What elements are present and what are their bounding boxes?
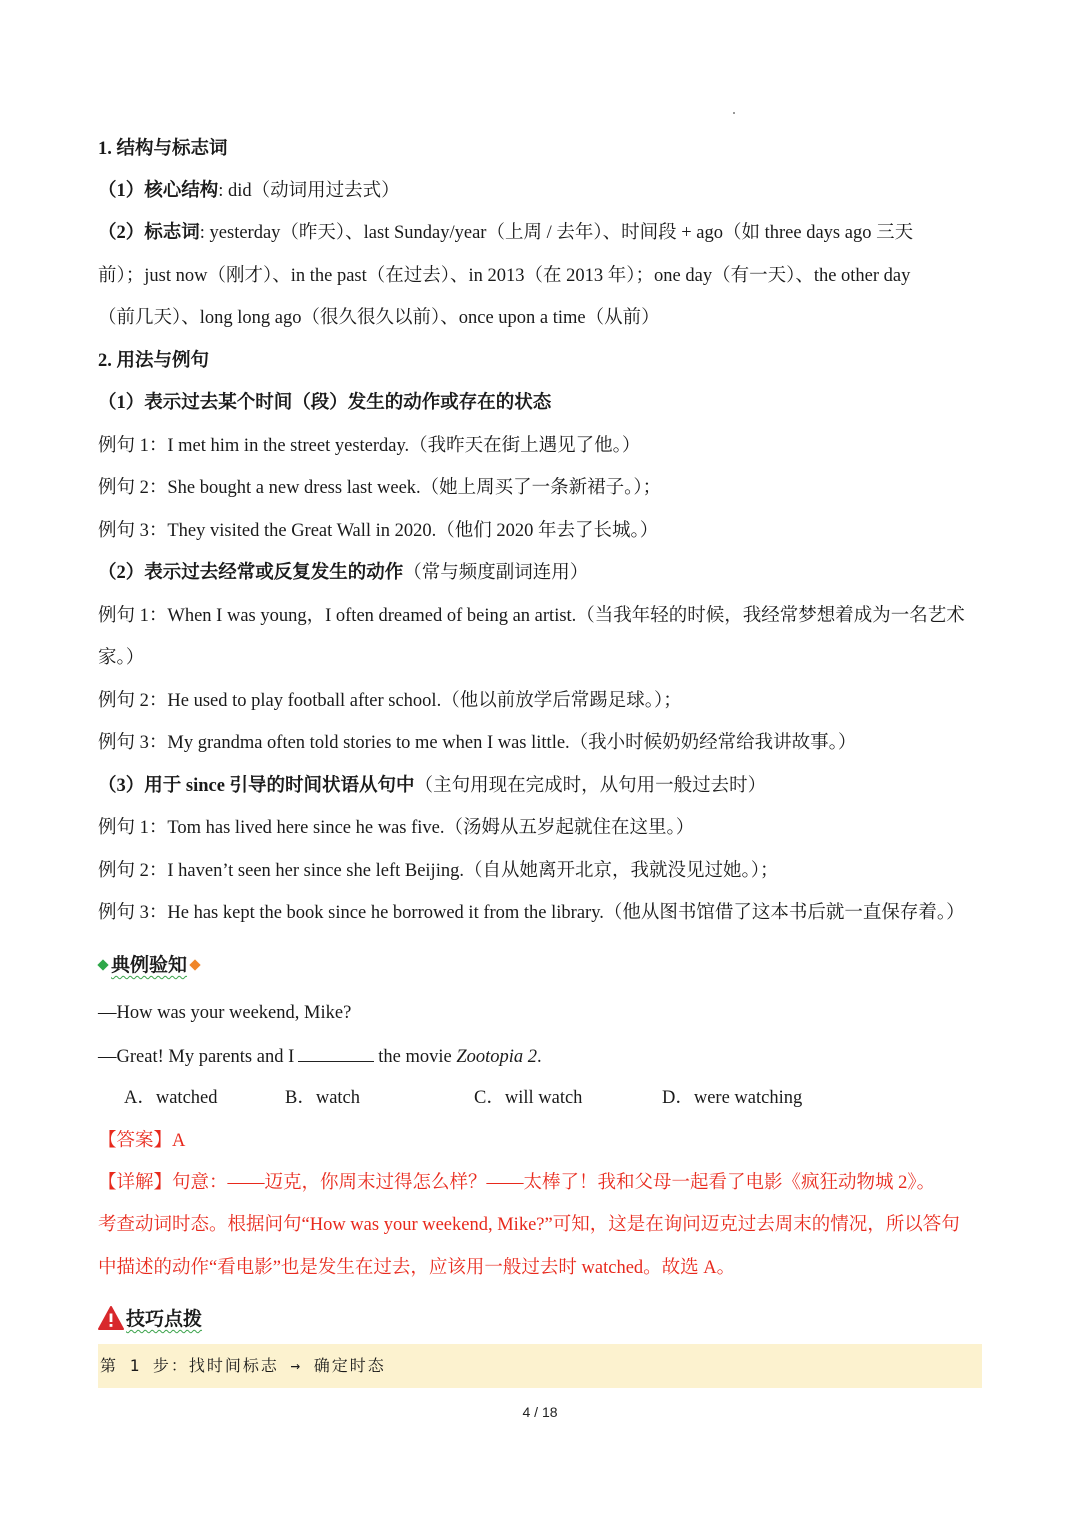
tip-badge: 技巧点拨 xyxy=(98,1304,202,1331)
answer-blank xyxy=(298,1043,374,1062)
usage3-note: （主句用现在完成时，从句用一般过去时） xyxy=(414,776,767,796)
usage2-example-1-cont: 家。） xyxy=(98,648,145,668)
section2-heading: 2. 用法与例句 xyxy=(98,351,210,371)
core-structure-label: （1）核心结构 xyxy=(98,181,219,201)
markers-text-1: : yesterday（昨天）、last Sunday/year（上周 / 去年）、时间段 + ago（如 three days ago 三天 xyxy=(199,223,914,243)
usage2-example-1: 例句 1：When I was young，I often dreamed of being an artist.（当我年轻的时候，我经常梦想着成为一名艺术 xyxy=(98,606,965,626)
markers-line2: 前）；just now（刚才）、in the past（在过去）、in 2013（在 2013 年）；one day（有一天）、the other day xyxy=(98,266,911,286)
option-c: C．will watch xyxy=(474,1088,583,1108)
usage2-example-2: 例句 2：He used to play football after school.（他以前放学后常踢足球。）； xyxy=(98,691,682,711)
detail-line-1: 【详解】句意：——迈克，你周末过得怎么样？——太棒了！我和父母一起看了电影《疯狂动物城 2》。 xyxy=(98,1173,936,1193)
usage1-example: 例句 2：She bought a new dress last week.（她上周买了一条新裙子。）； xyxy=(98,478,662,498)
markers-label: （2）标志词 xyxy=(98,223,200,243)
usage1-example: 例句 3：They visited the Great Wall in 2020.（他们 2020 年去了长城。） xyxy=(98,521,659,541)
detail-line-3: 中描述的动作“看电影”也是发生在过去，应该用一般过去时 watched。故选 A。 xyxy=(98,1258,736,1278)
question-line-1: —How was your weekend, Mike? xyxy=(98,1003,352,1023)
usage3-example: 例句 2：I haven’t seen her since she left Beijing.（自从她离开北京，我就没见过她。）； xyxy=(98,861,779,881)
orange-diamond-icon xyxy=(189,959,200,970)
usage2-note: （常与频度副词连用） xyxy=(403,563,589,583)
usage3-example: 例句 3：He has kept the book since he borrowed it from the library.（他从图书馆借了这本书后就一直保存着。） xyxy=(98,903,965,923)
detail-line-2: 考查动词时态。根据问句“How was your weekend, Mike?”可知，这是在询问迈克过去周末的情况，所以答句 xyxy=(98,1215,960,1235)
option-a: A．watched xyxy=(124,1088,218,1108)
usage1-title: （1）表示过去某个时间（段）发生的动作或存在的状态 xyxy=(98,393,552,413)
usage3-title-line xyxy=(98,773,982,799)
usage3-title: （3）用于 since 引导的时间状语从句中 xyxy=(98,776,415,796)
usage3-example: 例句 1：Tom has lived here since he was five.（汤姆从五岁起就住在这里。） xyxy=(98,818,695,838)
question-line-2: —Great! My parents and I the movie Zootopia 2. xyxy=(98,1043,982,1070)
warning-icon xyxy=(98,1306,124,1330)
section1-heading: 1. 结构与标志词 xyxy=(98,139,228,159)
usage2-example-3: 例句 3：My grandma often told stories to me when I was little.（我小时候奶奶经常给我讲故事。） xyxy=(98,733,857,753)
answer-line: 【答案】A xyxy=(98,1131,186,1151)
core-structure-line xyxy=(98,178,982,204)
step-box xyxy=(98,1344,982,1388)
markers-line3: （前几天）、long long ago（很久很久以前）、once upon a time（从前） xyxy=(98,308,660,328)
usage1-example: 例句 1：I met him in the street yesterday.（我昨天在街上遇见了他。） xyxy=(98,436,641,456)
green-diamond-icon xyxy=(97,959,108,970)
usage2-title-line xyxy=(98,560,982,586)
option-d: D．were watching xyxy=(662,1088,803,1108)
markers-line1 xyxy=(98,220,982,246)
movie-title: Zootopia 2 xyxy=(456,1047,538,1067)
example-badge: 典例验知 xyxy=(98,952,982,978)
option-b: B．watch xyxy=(285,1088,361,1108)
usage2-title: （2）表示过去经常或反复发生的动作 xyxy=(98,563,404,583)
core-structure-text: : did（动词用过去式） xyxy=(218,181,400,201)
page-number: 4 / 18 xyxy=(522,1404,558,1420)
stray-dot xyxy=(733,112,735,114)
step-1-text: 第 1 步：找时间标志 → 确定时态 xyxy=(100,1356,386,1375)
